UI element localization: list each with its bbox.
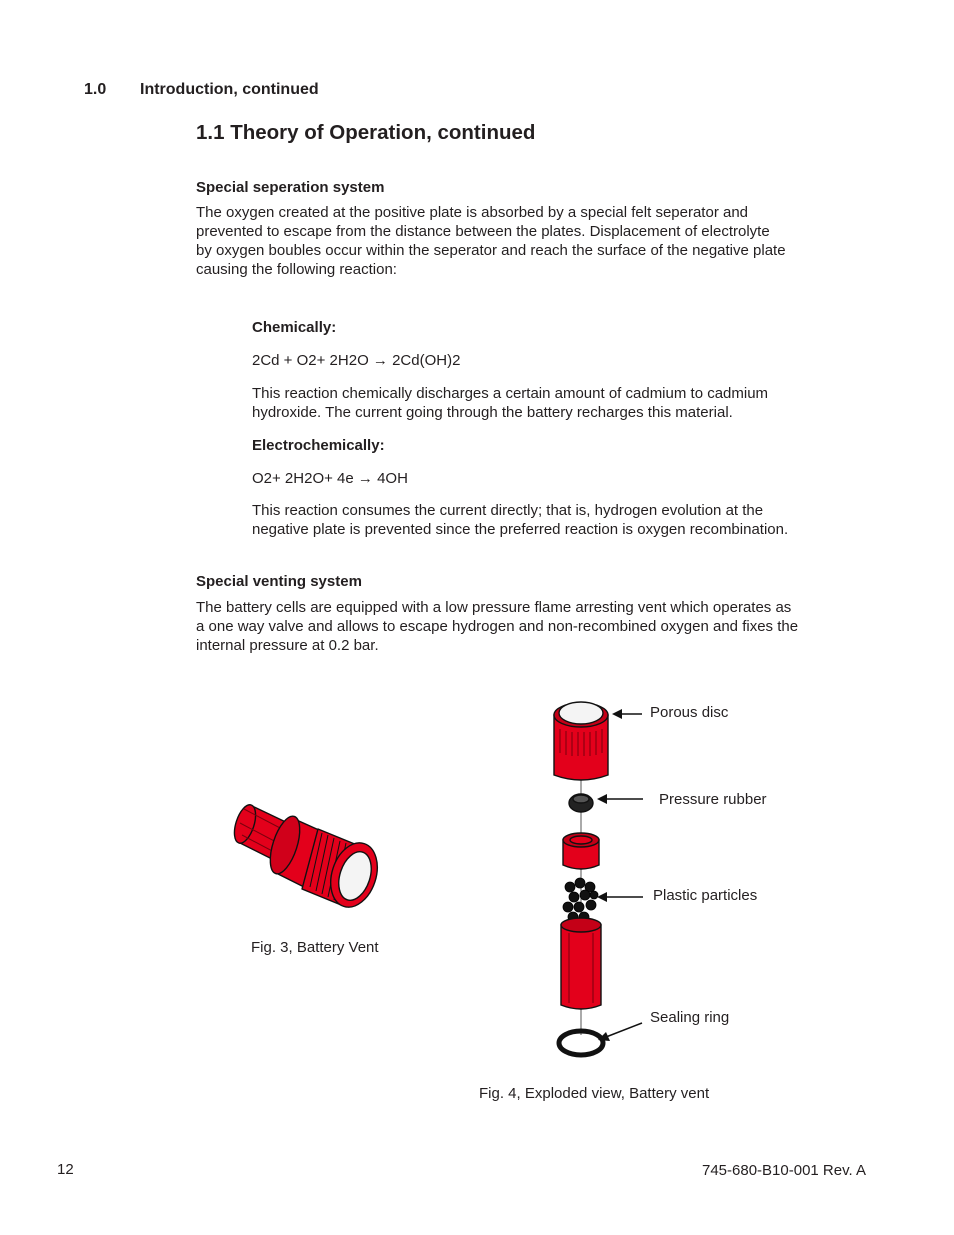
document-id: 745-680-B10-001 Rev. A: [702, 1162, 866, 1179]
text-line: causing the following reaction:: [196, 261, 397, 278]
electrochemically-paragraph: [252, 501, 788, 539]
text-line: a one way valve and allows to escape hydrogen and non-recombined oxygen and fixes the: [196, 618, 799, 635]
porous-disc-arrow: [612, 707, 644, 721]
electrochemically-heading: Electrochemically:: [252, 437, 385, 454]
label-porous-disc: Porous disc: [650, 704, 729, 721]
text-line: This reaction consumes the current directly; that is, hydrogen evolution at the: [252, 502, 764, 519]
section-number: 1.0: [84, 81, 107, 98]
fig4-caption: Fig. 4, Exploded view, Battery vent: [479, 1085, 710, 1102]
text-line: negative plate is prevented since the preferred reaction is oxygen recombination.: [252, 521, 789, 538]
separation-paragraph: [196, 203, 786, 279]
text-line: This reaction chemically discharges a certain amount of cadmium to cadmium: [252, 385, 769, 402]
text-line: prevented to escape from the distance between the plates. Displacement of electrolyte: [196, 223, 770, 240]
venting-paragraph: [196, 598, 798, 655]
venting-heading: Special venting system: [196, 573, 362, 590]
section-title: Introduction, continued: [140, 81, 319, 98]
text-line: by oxygen boubles occur within the seperator and reach the surface of the negative plate: [196, 242, 786, 259]
chemical-equation: 2Cd + O2+ 2H2O → 2Cd(OH)2: [252, 352, 461, 369]
text-line: hydroxide. The current going through the battery recharges this material.: [252, 404, 733, 421]
page-title: 1.1 Theory of Operation, continued: [196, 121, 536, 144]
label-plastic-particles: Plastic particles: [653, 887, 758, 904]
battery-vent-illustration: [230, 795, 380, 915]
plastic-particles-arrow: [597, 890, 645, 904]
page-number: 12: [57, 1161, 74, 1178]
label-pressure-rubber: Pressure rubber: [659, 791, 767, 808]
text-line: The oxygen created at the positive plate is absorbed by a special felt seperator and: [196, 204, 749, 221]
chemically-paragraph: [252, 384, 768, 422]
pressure-rubber-arrow: [597, 792, 645, 806]
text-line: The battery cells are equipped with a low pressure flame arresting vent which operates as: [196, 599, 792, 616]
label-sealing-ring: Sealing ring: [650, 1009, 730, 1026]
electrochemical-equation: O2+ 2H2O+ 4e → 4OH: [252, 470, 408, 487]
sealing-ring-arrow: [598, 1020, 644, 1042]
separation-heading: Special seperation system: [196, 179, 385, 196]
fig3-caption: Fig. 3, Battery Vent: [251, 939, 379, 956]
text-line: internal pressure at 0.2 bar.: [196, 637, 379, 654]
exploded-view-illustration: [550, 695, 650, 1065]
chemically-heading: Chemically:: [252, 319, 337, 336]
